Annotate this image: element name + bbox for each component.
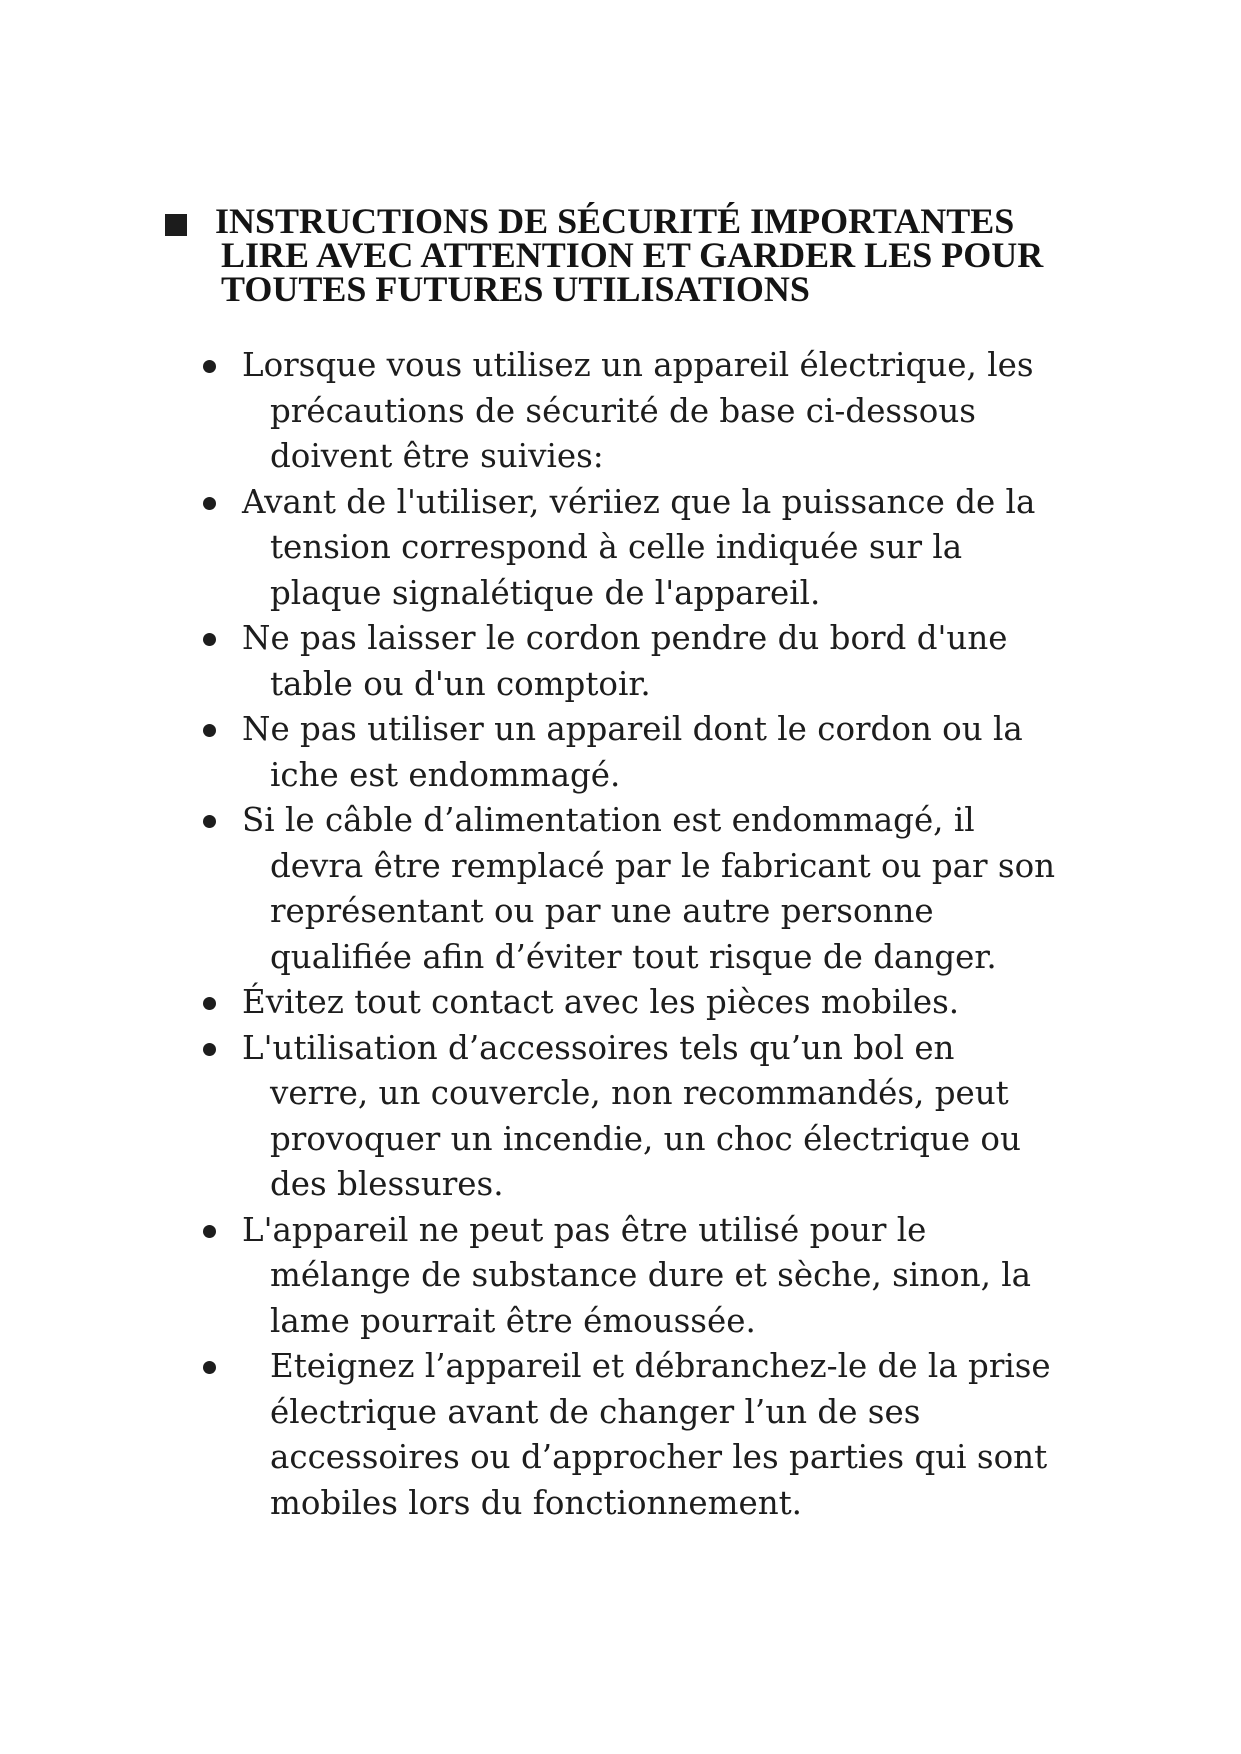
- bullet-icon: [203, 1043, 216, 1056]
- bullet-icon: [203, 1225, 216, 1238]
- item-line: tension correspond à celle indiquée sur la: [270, 528, 963, 566]
- heading-text: [215, 201, 1085, 309]
- bullet-icon: [203, 815, 216, 828]
- bullet-icon: [203, 633, 216, 646]
- safety-instructions-list: [202, 343, 1082, 1526]
- item-line: des blessures.: [270, 1165, 504, 1203]
- list-item: [202, 707, 1082, 798]
- item-line: Ne pas laisser le cordon pendre du bord d'une: [242, 619, 1008, 657]
- item-line: table ou d'un comptoir.: [270, 664, 651, 703]
- bullet-icon: [203, 724, 216, 737]
- list-item: [202, 1344, 1082, 1526]
- list-item: [202, 616, 1082, 707]
- item-line: Ne pas utiliser un appareil dont le cordon ou la: [242, 710, 1023, 748]
- list-item: [202, 1026, 1082, 1208]
- list-item: [202, 1208, 1082, 1345]
- item-line: verre, un couvercle, non recommandés, peut: [270, 1074, 1009, 1112]
- item-line: accessoires ou d’approcher les parties qui sont: [270, 1438, 1048, 1476]
- item-line: Si le câble d’alimentation est endommagé, il: [242, 801, 975, 839]
- item-line: Eteignez l’appareil et débranchez-le de la prise: [270, 1347, 1051, 1385]
- list-item: [202, 980, 1082, 1026]
- item-line: Évitez tout contact avec les pièces mobiles.: [242, 983, 960, 1021]
- list-item: [202, 798, 1082, 980]
- bullet-icon: [203, 1361, 216, 1374]
- item-line: L'appareil ne peut pas être utilisé pour le: [242, 1210, 927, 1249]
- bullet-icon: [203, 497, 216, 510]
- heading-line: LIRE AVEC ATTENTION ET GARDER LES POUR: [221, 235, 1044, 275]
- item-line: électrique avant de changer l’un de ses: [270, 1392, 921, 1431]
- item-line: devra être remplacé par le fabricant ou par son: [270, 846, 1056, 885]
- item-line: Avant de l'utiliser, vériiez que la puissance de la: [242, 482, 1036, 521]
- item-line: mobiles lors du fonctionnement.: [270, 1483, 803, 1522]
- item-line: iche est endommagé.: [270, 755, 621, 794]
- item-line: L'utilisation d’accessoires tels qu’un bol en: [242, 1028, 955, 1067]
- heading-line: INSTRUCTIONS DE SÉCURITÉ IMPORTANTES: [215, 201, 1015, 241]
- bullet-icon: [203, 997, 216, 1010]
- item-line: représentant ou par une autre personne: [270, 892, 934, 930]
- item-line: plaque signalétique de l'appareil.: [270, 573, 821, 612]
- item-line: Lorsque vous utilisez un appareil électrique, les: [242, 346, 1034, 384]
- item-line: provoquer un incendie, un choc électrique ou: [270, 1119, 1021, 1158]
- item-line: lame pourrait être émoussée.: [270, 1301, 756, 1340]
- item-line: précautions de sécurité de base ci-dessous: [270, 391, 976, 430]
- square-bullet-icon: [165, 214, 187, 236]
- heading-line: TOUTES FUTURES UTILISATIONS: [221, 269, 810, 309]
- item-line: qualifiée afin d’éviter tout risque de danger.: [270, 937, 997, 976]
- item-line: doivent être suivies:: [270, 437, 604, 475]
- list-item: [202, 480, 1082, 617]
- list-item: [202, 343, 1082, 480]
- item-line: mélange de substance dure et sèche, sinon, la: [270, 1256, 1032, 1294]
- bullet-icon: [203, 360, 216, 373]
